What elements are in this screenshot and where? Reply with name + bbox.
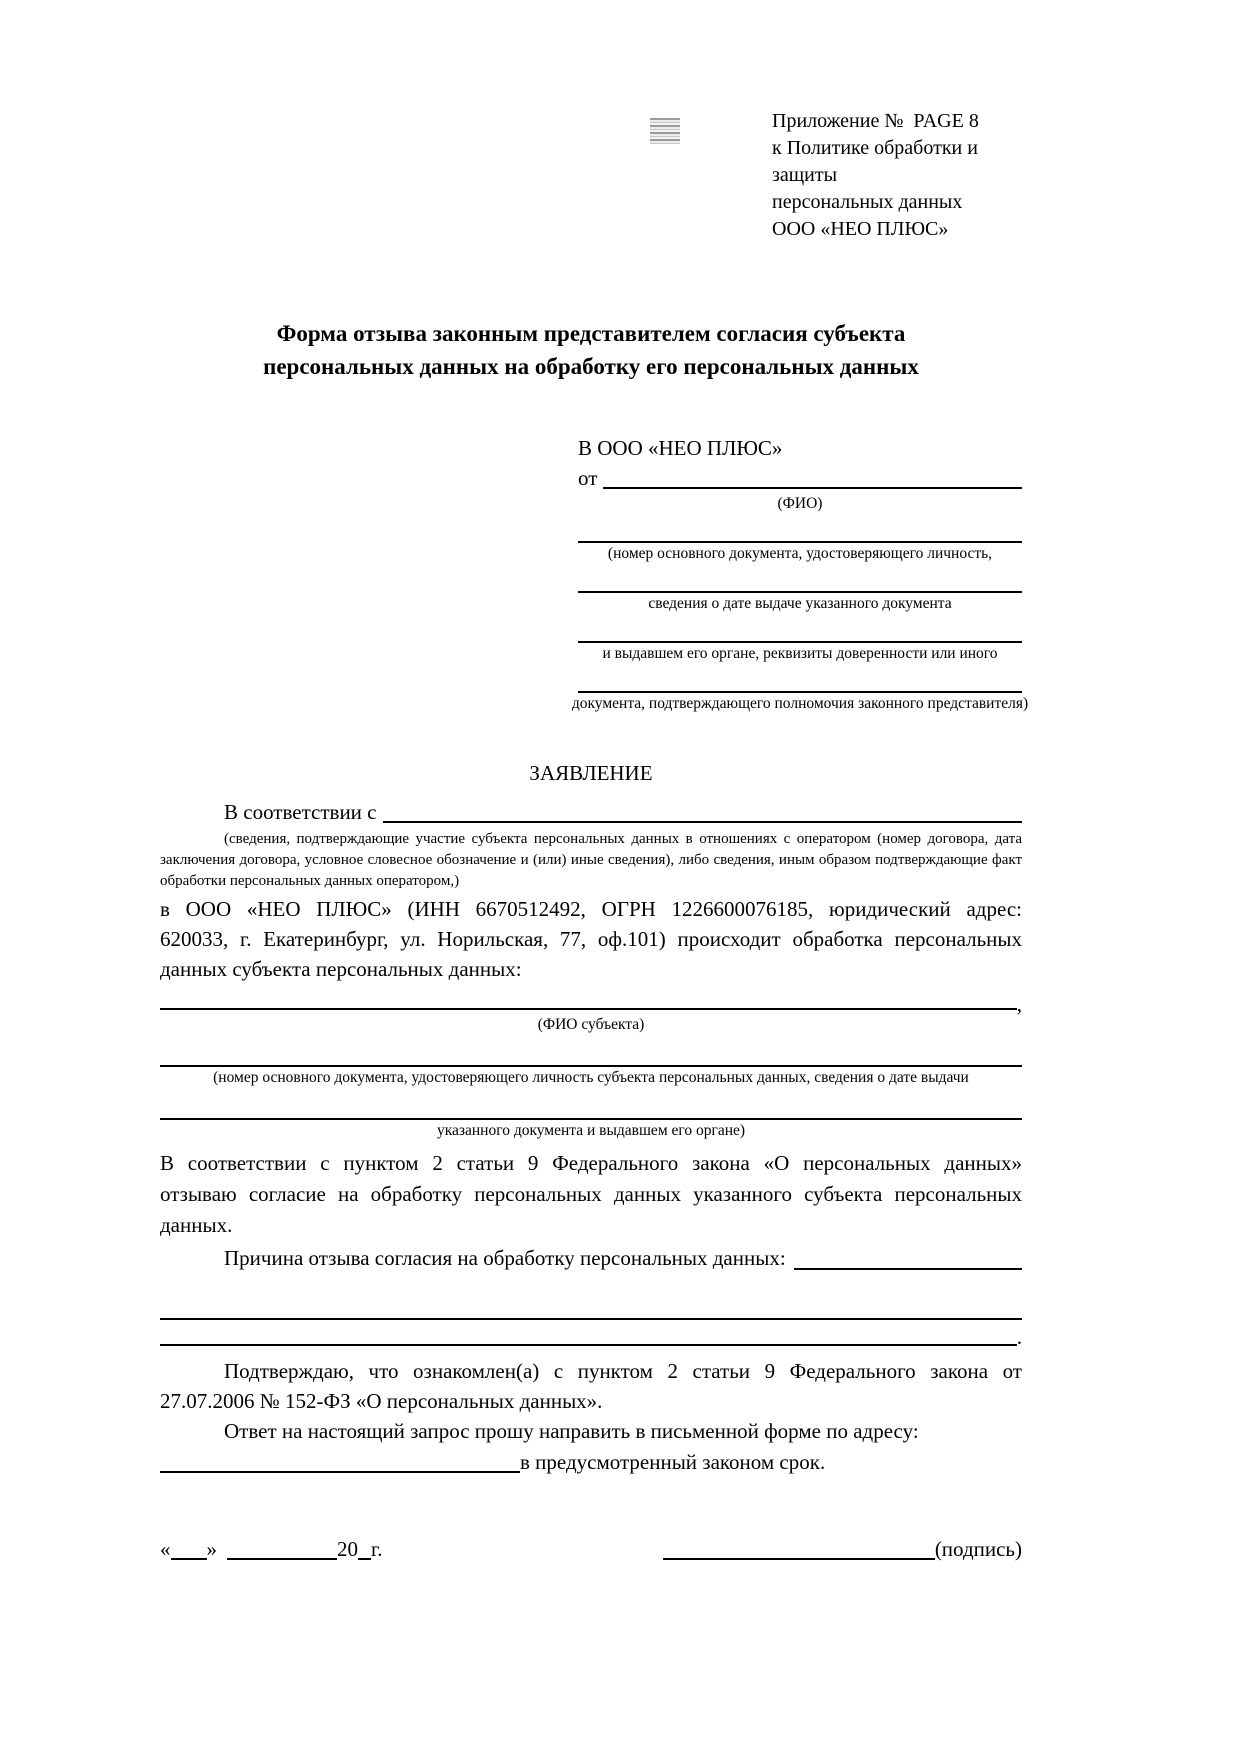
date-year-prefix: 20 [337,1537,358,1561]
reason-row [160,1243,1022,1274]
reply-label: Ответ на настоящий запрос прошу направить в письменной форме по адресу: [224,1419,919,1443]
date-day-blank-line [171,1534,207,1560]
issue-date-blank-line [578,563,1022,593]
reply-address-blank-line [160,1446,520,1473]
signature-blank-line [663,1534,935,1560]
subject-document-blank-line [160,1034,1022,1067]
reason-label: Причина отзыва согласия на обработку персональных данных: [224,1246,786,1270]
document-title: Форма отзыва законным представителем согласия субъекта персональных данных на обработку его персональных данных [263,321,919,379]
intro-blank-line [383,797,1023,823]
document-lines-icon [650,118,680,144]
date-month-blank-line [227,1534,337,1560]
issuing-authority-blank-line [578,613,1022,643]
subject-fio-comma: , [1016,992,1022,1016]
signature-caption: (подпись) [934,1537,1022,1561]
reason-row-3 [160,1320,1022,1350]
date-year-suffix: г. [371,1537,383,1561]
document-number-blank-line [578,513,1022,543]
signature-part [663,1534,1022,1564]
withdrawal-paragraph: В соответствии с пунктом 2 статьи 9 Федерального закона «О персональных данных» отзываю согласие на обработку персональных данных указанного субъекта персональных данных. [160,1151,1022,1237]
from-label: от [578,466,598,490]
subject-fio-caption: (ФИО субъекта) [537,1016,645,1033]
date-quote-close: » [206,1537,217,1561]
addressee-block [571,433,1029,713]
subject-authority-blank-line [160,1087,1022,1120]
intro-label: В соответствии с [224,800,377,824]
appendix-note: Приложение № PAGE 8 к Политике обработки и защиты персональных данных ООО «НЕО ПЛЮС» [772,110,983,240]
footer-row [160,1534,1022,1564]
issue-date-caption: сведения о дате выдаче указанного документа [648,595,952,612]
intro-footnote: (сведения, подтверждающие участие субъекта персональных данных в отношениях с оператором (номер договора, дата заключения договора, условное словесное обозначение и (или) иные сведения), либо сведения, иным образом подтверждающие факт обработки персональных данных оператором,) [160,831,1022,889]
issuing-authority-caption: и выдавшем его органе, реквизиты доверенности или иного [602,645,998,662]
date-quote-open: « [160,1537,171,1561]
date-part [160,1534,383,1564]
reason-period: . [1016,1325,1022,1349]
subject-fio-blank-line [160,1008,1017,1010]
fio-blank-line [603,463,1022,489]
representative-authority-blank-line [578,663,1022,693]
operator-paragraph: в ООО «НЕО ПЛЮС» (ИНН 6670512492, ОГРН 1226600076185, юридический адрес: 620033, г. Екатеринбург, ул. Норильская, 77, оф.101) происходит обработка персональных данных субъекта персональных данных: [160,897,1022,981]
fio-caption: (ФИО) [777,495,823,512]
addressee-organization: В ООО «НЕО ПЛЮС» [578,436,783,460]
reason-blank-line [794,1243,1022,1270]
reply-address-row [160,1446,1022,1478]
reply-paragraph [160,1416,1022,1478]
subject-authority-caption: указанного документа и выдавшем его органе) [436,1122,746,1139]
reason-blank-line-3 [160,1344,1017,1346]
document-number-caption: (номер основного документа, удостоверяющего личность, [607,545,993,562]
subject-document-caption: (номер основного документа, удостоверяющего личность субъекта персональных данных, сведения о дате выдачи [213,1069,969,1086]
statement-heading: ЗАЯВЛЕНИЕ [529,761,653,785]
from-row [578,463,1022,493]
intro-row [160,797,1022,827]
reason-blank-line-2 [160,1274,1022,1320]
representative-authority-caption: документа, подтверждающего полномочия законного представителя) [571,695,1029,712]
date-year-blank-line [358,1534,371,1560]
reply-suffix: в предусмотренный законом срок. [520,1450,826,1474]
confirmation-paragraph: Подтверждаю, что ознакомлен(а) с пунктом 2 статьи 9 Федерального закона от 27.07.2006 № 152-ФЗ «О персональных данных». [160,1359,1022,1413]
subject-fio-row [160,984,1022,1014]
